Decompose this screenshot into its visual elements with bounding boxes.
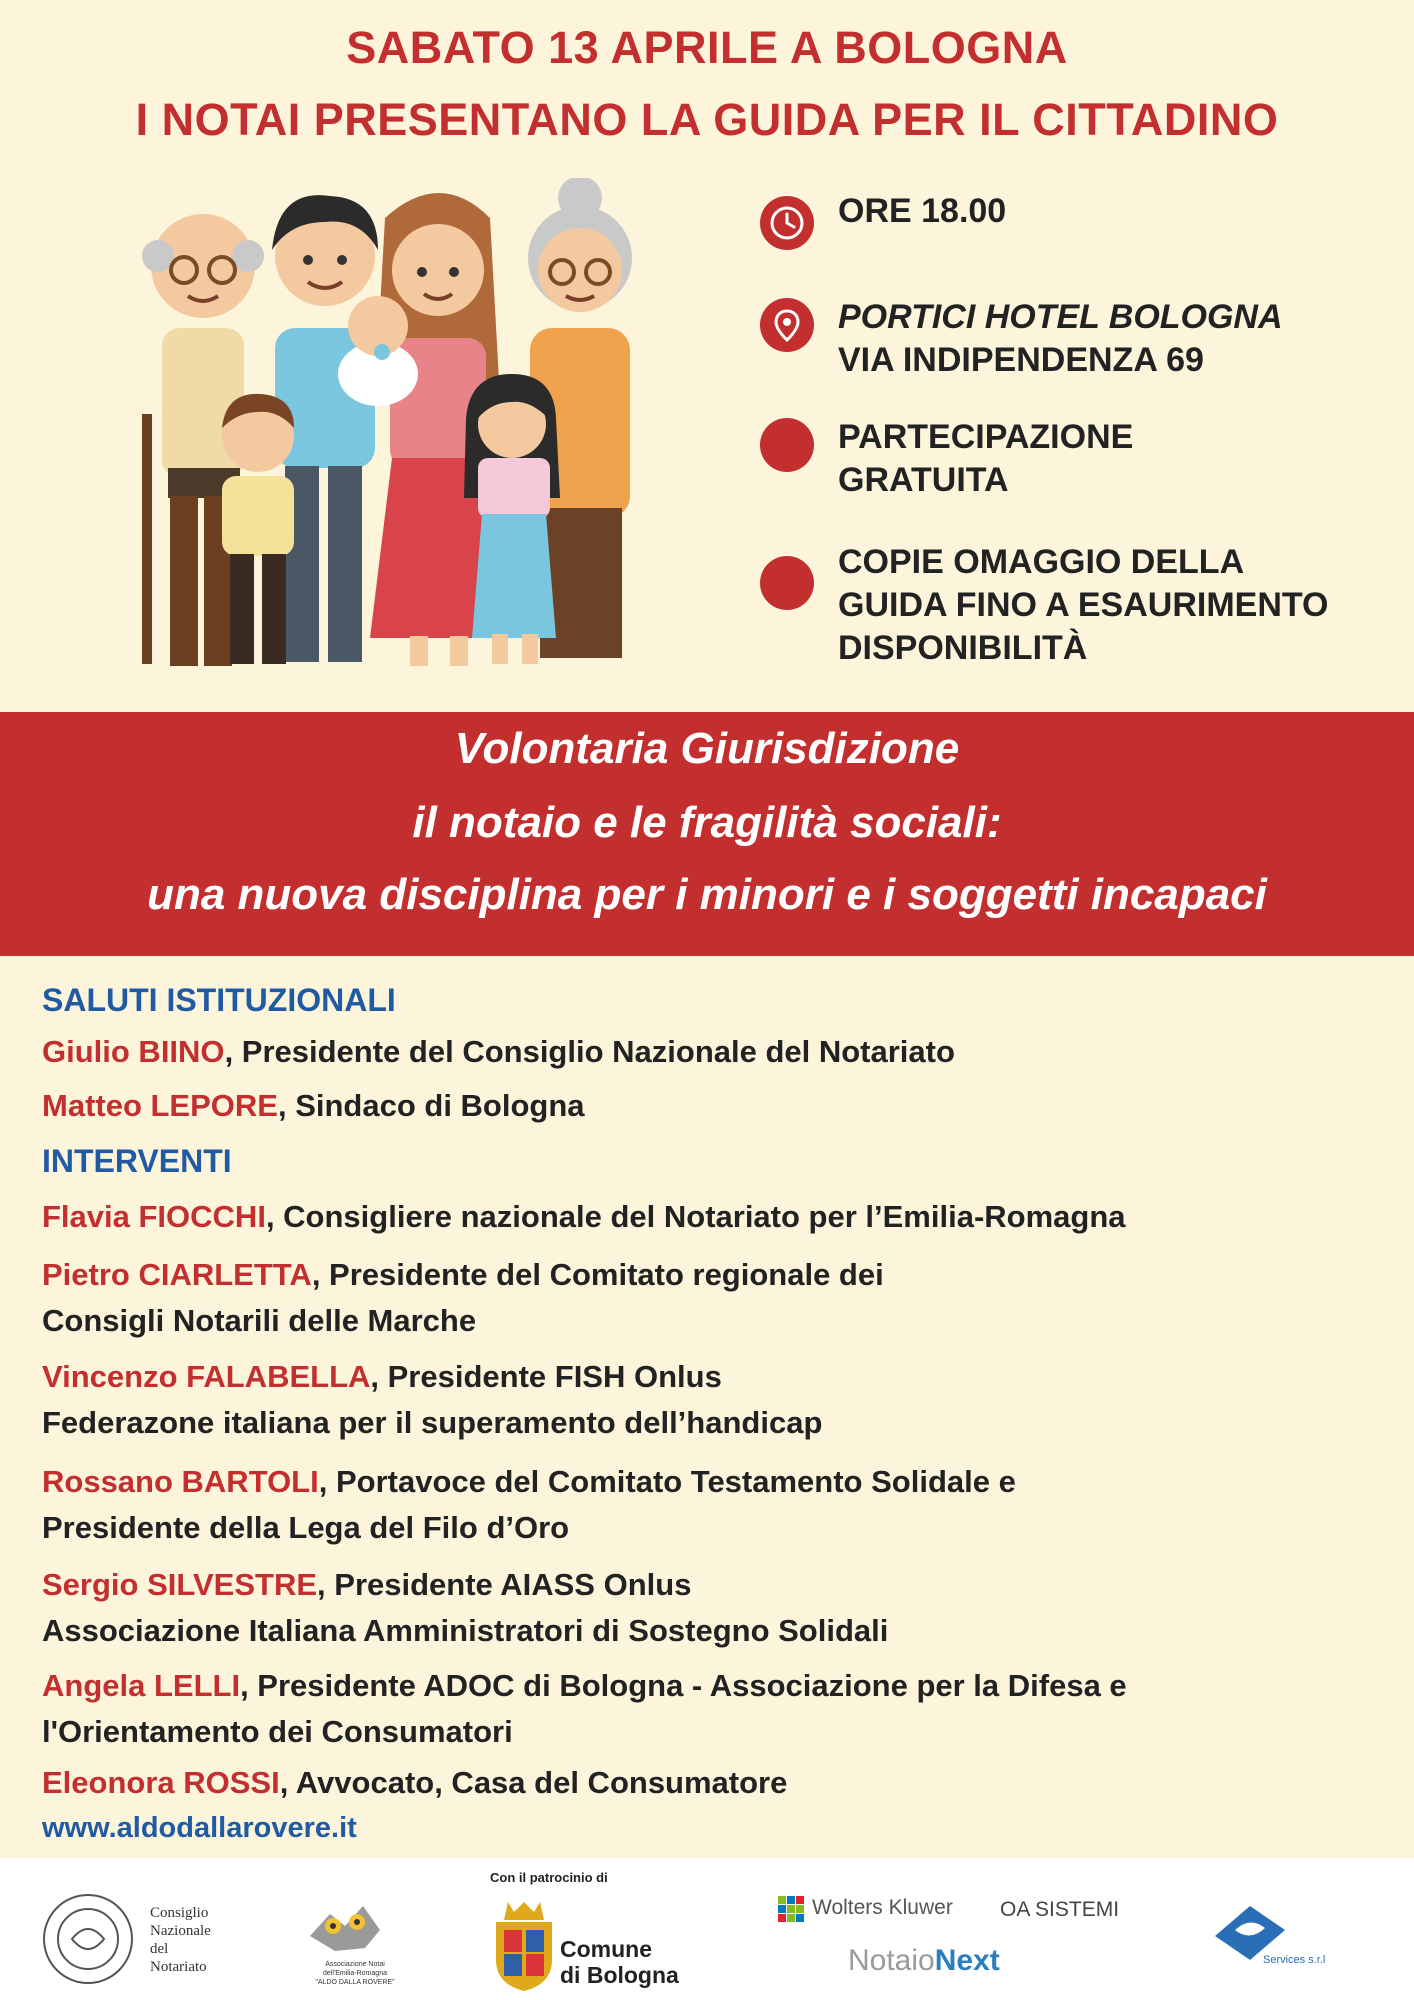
- speaker-role: , Presidente del Comitato regionale dei: [311, 1257, 884, 1292]
- speaker-name: Pietro CIARLETTA: [42, 1257, 312, 1292]
- speaker-name: Angela LELLI: [42, 1668, 241, 1703]
- speaker-role: , Avvocato, Casa del Consumatore: [279, 1765, 788, 1800]
- participation-line-2: GRATUITA: [838, 461, 1009, 499]
- speaker-entry: [42, 1029, 955, 1075]
- talks-heading: INTERVENTI: [42, 1143, 232, 1179]
- banner-line-1: Volontaria Giurisdizione: [454, 724, 960, 773]
- copies-info: [838, 541, 1329, 670]
- event-time: [838, 190, 1006, 233]
- notariato-line: Consiglio: [150, 1905, 209, 1921]
- speaker-role: , Portavoce del Comitato Testamento Solidale e: [318, 1464, 1016, 1499]
- association-logo-icon: [305, 1896, 385, 1956]
- participation-info: [838, 416, 1133, 502]
- notaionext-notaio: Notaio: [848, 1944, 935, 1977]
- theme-banner: [0, 712, 1414, 956]
- event-venue: [838, 296, 1283, 382]
- speaker-name: Flavia FIOCCHI: [42, 1199, 266, 1234]
- notaionext-logo: [848, 1944, 1000, 1978]
- speaker-entry: [42, 1459, 1016, 1505]
- family-illustration: [120, 178, 690, 688]
- speaker-role: , Consigliere nazionale del Notariato per l’Emilia-Romagna: [265, 1199, 1126, 1234]
- speaker-role: , Presidente FISH Onlus: [370, 1359, 722, 1394]
- bologna-crest-icon: [490, 1898, 558, 1993]
- speaker-name: Matteo LEPORE: [42, 1088, 278, 1123]
- notariato-line: del: [150, 1941, 169, 1957]
- venue-address: VIA INDIPENDENZA 69: [838, 341, 1204, 379]
- participation-line-1: PARTECIPAZIONE: [838, 418, 1134, 456]
- bologna-line: di Bologna: [560, 1962, 679, 1988]
- copies-line-2: GUIDA FINO A ESAURIMENTO: [838, 586, 1329, 624]
- speaker-role-continued: Associazione Italiana Amministratori di Sostegno Solidali: [42, 1613, 889, 1648]
- copies-line-3: DISPONIBILITÀ: [838, 629, 1088, 667]
- copies-line-1: COPIE OMAGGIO DELLA: [838, 543, 1245, 581]
- speaker-role: , Presidente AIASS Onlus: [317, 1567, 692, 1602]
- association-line: Associazione Notai: [325, 1961, 385, 1968]
- speaker-entry: [42, 1760, 787, 1806]
- website-link[interactable]: www.aldodallarovere.it: [42, 1812, 357, 1844]
- speaker-role: , Presidente del Consiglio Nazionale del Notariato: [224, 1034, 955, 1069]
- clock-icon: [760, 196, 814, 250]
- time-text: ORE 18.00: [838, 192, 1007, 230]
- services-text: Services s.r.l: [1263, 1954, 1326, 1966]
- sponsor-footer: [0, 1858, 1414, 2000]
- notariato-line: Nazionale: [150, 1923, 211, 1939]
- oa-sistemi-text: OA SISTEMI: [1000, 1898, 1120, 1921]
- notariato-logo-text: [150, 1904, 211, 1976]
- venue-name: PORTICI HOTEL BOLOGNA: [838, 298, 1283, 336]
- bullet-circle-icon: [760, 556, 814, 610]
- speaker-role-continued: Consigli Notarili delle Marche: [42, 1303, 477, 1338]
- speaker-role: , Sindaco di Bologna: [277, 1088, 585, 1123]
- bologna-line: Comune: [560, 1936, 652, 1962]
- notariato-seal-icon: [42, 1893, 134, 1985]
- speaker-role-continued: Federazone italiana per il superamento dell’handicap: [42, 1405, 823, 1440]
- speaker-entry: [42, 1252, 884, 1298]
- notaionext-next: Next: [934, 1944, 1000, 1977]
- event-subtitle: I NOTAI PRESENTANO LA GUIDA PER IL CITTADINO: [135, 94, 1279, 145]
- speaker-entry: [42, 1194, 1126, 1240]
- speaker-name: Eleonora ROSSI: [42, 1765, 280, 1800]
- location-pin-icon: [760, 298, 814, 352]
- banner-line-3: una nuova disciplina per i minori e i soggetti incapaci: [147, 870, 1267, 919]
- speaker-role-continued: Presidente della Lega del Filo d’Oro: [42, 1510, 570, 1545]
- speaker-name: Sergio SILVESTRE: [42, 1567, 318, 1602]
- speaker-name: Rossano BARTOLI: [42, 1464, 319, 1499]
- speaker-role: , Presidente ADOC di Bologna - Associazione per la Difesa e: [240, 1668, 1127, 1703]
- banner-line-2: il notaio e le fragilità sociali:: [412, 798, 1002, 847]
- association-line: "ALDO DALLA ROVERE": [315, 1979, 395, 1986]
- bologna-logo-text: [560, 1936, 679, 1988]
- speaker-entry: [42, 1354, 722, 1400]
- association-line: dell'Emilia-Romagna: [323, 1970, 387, 1977]
- speaker-entry: [42, 1083, 585, 1129]
- patronage-label: Con il patrocinio di: [490, 1870, 608, 1885]
- bullet-circle-icon: [760, 418, 814, 472]
- speaker-name: Giulio BIINO: [42, 1034, 225, 1069]
- speaker-entry: [42, 1663, 1127, 1709]
- notariato-line: Notariato: [150, 1959, 207, 1975]
- wolters-kluwer-text: Wolters Kluwer: [812, 1896, 953, 1919]
- greetings-heading: SALUTI ISTITUZIONALI: [42, 982, 396, 1018]
- association-logo-text: [300, 1960, 410, 1987]
- boy-figure: [222, 394, 294, 664]
- speaker-name: Vincenzo FALABELLA: [42, 1359, 371, 1394]
- event-date-title: SABATO 13 APRILE A BOLOGNA: [346, 22, 1068, 73]
- speaker-role-continued: l'Orientamento dei Consumatori: [42, 1714, 513, 1749]
- speaker-entry: [42, 1562, 691, 1608]
- wolters-kluwer-icon: [776, 1894, 806, 1924]
